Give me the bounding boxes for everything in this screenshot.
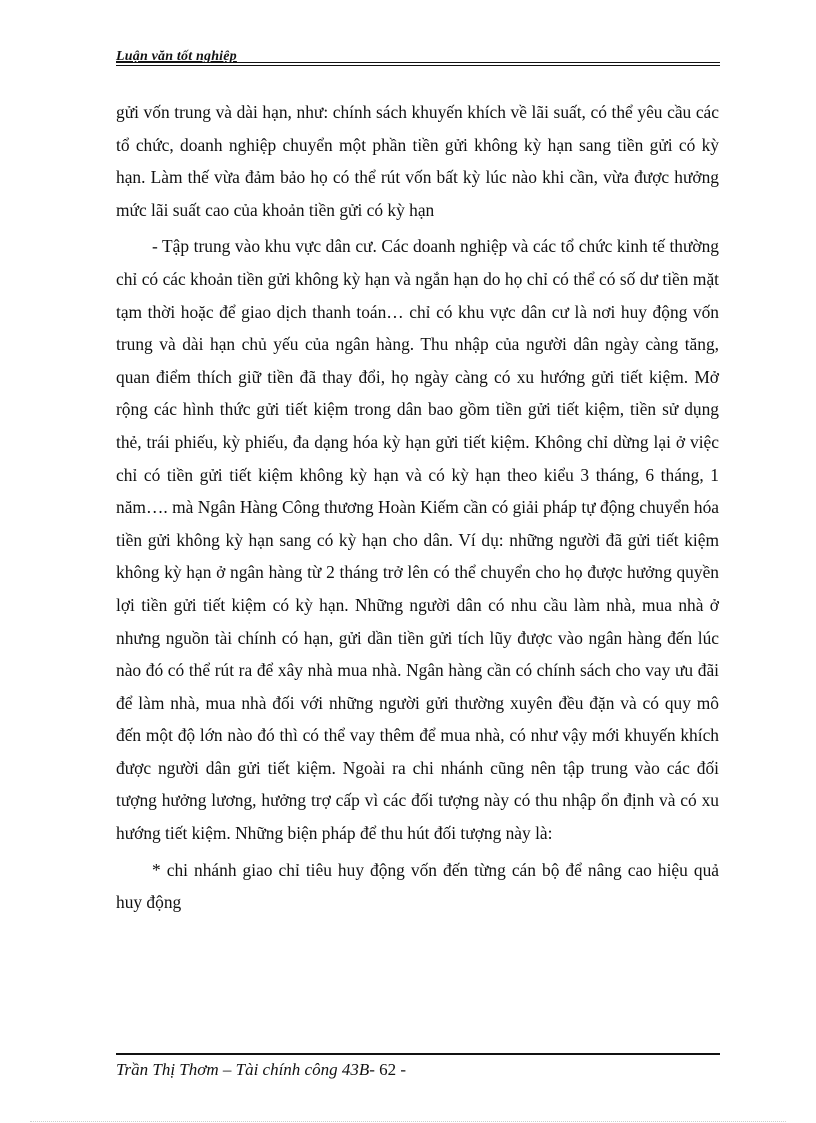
paragraph-measures: * chi nhánh giao chỉ tiêu huy động vốn đến từng cán bộ để nâng cao hiệu quả huy động xyxy=(116,859,719,913)
footer-author: Trần Thị Thơm – Tài chính công 43B xyxy=(116,1060,370,1079)
document-body xyxy=(116,96,719,919)
header-rule xyxy=(116,62,720,63)
paragraph-intro: gửi vốn trung và dài hạn, như: chính sách khuyến khích về lãi suất, có thể yêu cầu các tổ chức, doanh nghiệp chuyển một phần tiền gửi không kỳ hạn sang tiền gửi có kỳ hạn. Làm thế vừa đảm bảo họ có thể rút vốn bất kỳ lúc nào khi cần, vừa được hưởng mức lãi suất cao của khoản tiền gửi có kỳ hạn xyxy=(116,102,719,220)
header-title: Luận văn tốt nghiệp xyxy=(116,49,237,64)
footer-text xyxy=(116,1060,406,1080)
paragraph-residential-focus: - Tập trung vào khu vực dân cư. Các doanh nghiệp và các tổ chức kinh tế thường chỉ có các khoản tiền gửi không kỳ hạn và ngắn hạn do họ chỉ có thể có số dư tiền mặt tạm thời hoặc để giao dịch thanh toán… chỉ có khu vực dân cư là nơi huy động vốn trung và dài hạn chủ yếu của ngân hàng. Thu nhập của người dân ngày càng tăng, quan điểm thích giữ tiền đã thay đổi, họ ngày càng có xu hướng gửi tiết kiệm. Mở rộng các hình thức gửi tiết kiệm trong dân bao gồm tiền gửi tiết kiệm, tiền sử dụng thẻ, trái phiếu, kỳ phiếu, đa dạng hóa kỳ hạn gửi tiết kiệm. Không chỉ dừng lại ở việc chỉ có tiền gửi tiết kiệm không kỳ hạn và có kỳ hạn theo kiểu 3 tháng, 6 tháng, 1 năm…. mà Ngân Hàng Công thương Hoàn Kiếm cần có giải pháp tự động chuyển hóa tiền gửi không kỳ hạn sang có kỳ hạn cho dân. Ví dụ: những người đã gửi tiết kiệm không kỳ hạn ở ngân hàng từ 2 tháng trở lên có thể chuyển cho họ được hưởng quyền lợi tiền gửi tiết kiệm có kỳ hạn. Những người dân có nhu cầu làm nhà, mua nhà ở nhưng nguồn tài chính có hạn, gửi dần tiền gửi tích lũy được vào ngân hàng đến lúc nào đó có thể rút ra để xây nhà mua nhà. Ngân hàng cần có chính sách cho vay ưu đãi để làm nhà, mua nhà đối với những người gửi thường xuyên đều đặn và có quy mô đến một độ lớn nào đó thì có thể vay thêm để mua nhà, có như vậy mới khuyến khích được người dân gửi tiết kiệm. Ngoài ra chi nhánh cũng nên tập trung vào các đối tượng hưởng lương, hưởng trợ cấp vì các đối tượng này có thu nhập ổn định và có xu hướng tiết kiệm. Những biện pháp để thu hút đối tượng này là: xyxy=(116,236,719,844)
page-number: - 62 - xyxy=(369,1060,407,1079)
footer-rule xyxy=(116,1053,720,1055)
page-edge xyxy=(30,1121,786,1122)
page-header xyxy=(116,50,720,64)
header-rule-secondary xyxy=(116,65,720,66)
